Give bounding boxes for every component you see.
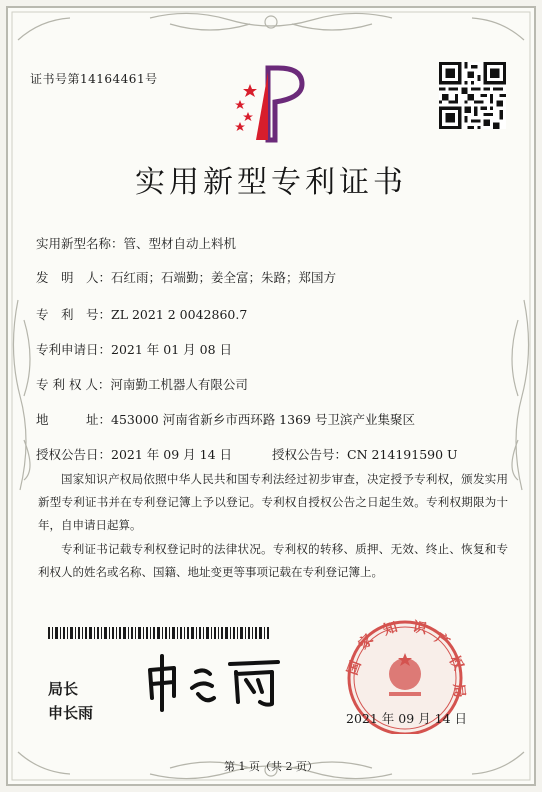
field-patent-number — [36, 305, 247, 323]
field-value: 453000 河南省新乡市西环路 1369 号卫滨产业集聚区 — [111, 412, 415, 427]
paragraph-grant-statement: 国家知识产权局依照中华人民共和国专利法经过初步审查，决定授予专利权，颁发实用新型专利证书并在专利登记簿上予以登记。专利权自授权公告之日起生效。专利权期限为十年，自申请日起算。 — [38, 472, 508, 532]
page-number: 第 1 页（共 2 页） — [224, 760, 318, 773]
field-value: 管、型材自动上料机 — [123, 236, 237, 251]
field-inventors — [36, 268, 336, 286]
grant-number-label: 授权公告号： — [272, 447, 348, 462]
grant-date-value: 2021 年 09 月 14 日 — [111, 447, 233, 462]
field-value: 2021 年 01 月 08 日 — [111, 342, 233, 357]
director-title: 局长 — [48, 680, 79, 698]
svg-text:局: 局 — [450, 682, 468, 699]
field-label: 地 址： — [36, 412, 112, 427]
svg-text:识: 识 — [411, 619, 428, 638]
grant-date-label: 授权公告日： — [36, 447, 112, 462]
director-signature — [140, 650, 290, 714]
paragraph-legal-status: 专利证书记载专利权登记时的法律状况。专利权的转移、质押、无效、终止、恢复和专利权人的姓名或名称、国籍、地址变更等事项记载在专利登记簿上。 — [38, 542, 508, 579]
qr-code-icon — [439, 62, 506, 129]
field-patentee — [36, 375, 248, 393]
field-value: 石红雨；石端勤；姜全富；朱路；郑国方 — [111, 270, 337, 285]
field-label: 专利申请日： — [36, 342, 112, 357]
svg-text:产: 产 — [431, 630, 453, 652]
barcode-strip — [48, 627, 270, 639]
field-label: 专 利 号： — [36, 307, 112, 322]
svg-text:国: 国 — [344, 658, 365, 678]
grant-number-row — [272, 445, 458, 463]
svg-text:权: 权 — [445, 653, 467, 674]
field-label: 实用新型名称： — [36, 236, 124, 251]
field-utility-model-name — [36, 234, 236, 252]
field-application-date — [36, 340, 232, 358]
field-value: 河南勤工机器人有限公司 — [110, 377, 248, 392]
cnipa-logo-icon — [228, 62, 310, 146]
field-label: 专 利 权 人： — [36, 377, 111, 392]
field-label: 发 明 人： — [36, 270, 112, 285]
certificate-number: 证书号第14164461号 — [30, 72, 158, 86]
field-value: ZL 2021 2 0042860.7 — [111, 307, 248, 322]
grant-row — [36, 445, 232, 463]
field-address — [36, 410, 415, 428]
svg-text:知: 知 — [381, 619, 400, 639]
director-name: 申长雨 — [48, 704, 94, 722]
grant-number-value: CN 214191590 U — [347, 447, 458, 462]
certificate-title: 实用新型专利证书 — [135, 165, 407, 200]
svg-text:家: 家 — [355, 631, 377, 653]
seal-date: 2021 年 09 月 14 日 — [346, 711, 467, 726]
